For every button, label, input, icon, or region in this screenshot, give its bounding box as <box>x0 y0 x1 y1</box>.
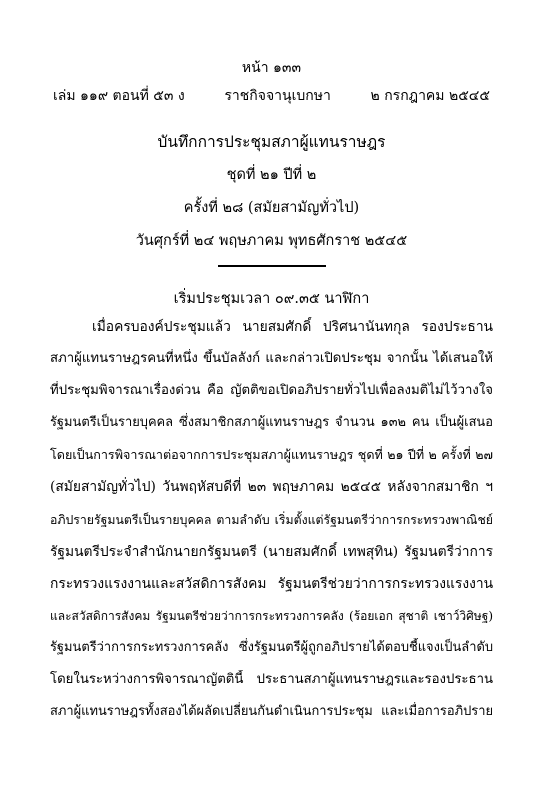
body-line: สภาผู้แทนราษฎรทั้งสองได้ผลัดเปลี่ยนกันดำเนินการประชุม และเมื่อการอภิปราย <box>50 704 493 720</box>
meeting-line: ครั้งที่ ๒๘ (สมัยสามัญทั่วไป) <box>183 200 360 216</box>
running-header <box>50 86 493 106</box>
body-line: อภิปรายรัฐมนตรีเป็นรายบุคคล ตามลำดับ เริ่มตั้งแต่รัฐมนตรีว่าการกระทรวงพาณิชย์ <box>50 512 493 527</box>
body-line: ที่ประชุมพิจารณาเรื่องด่วน คือ ญัตติขอเปิดอภิปรายทั่วไปเพื่อลงมติไม่ไว้วางใจ <box>50 383 493 399</box>
body-line: กระทรวงแรงงานและสวัสดิการสังคม รัฐมนตรีช่วยว่าการกระทรวงแรงงาน <box>50 575 493 592</box>
header-date: ๒ กรกฎาคม ๒๕๔๕ <box>370 88 490 104</box>
body-line: สภาผู้แทนราษฎรคนที่หนึ่ง ขึ้นบัลลังก์ และกล่าวเปิดประชุม จากนั้น ได้เสนอให้ <box>50 351 493 367</box>
meeting-date: วันศุกร์ที่ ๒๔ พฤษภาคม พุทธศักราช ๒๕๔๕ <box>135 233 408 249</box>
body-line: รัฐมนตรีว่าการกระทรวงการคลัง ซึ่งรัฐมนตรีผู้ถูกอภิปรายได้ตอบชี้แจงเป็นลำดับ <box>50 639 493 655</box>
body-line: โดยในระหว่างการพิจารณาญัตตินี้ ประธานสภาผู้แทนราษฎรและรองประธาน <box>50 672 493 688</box>
body-paragraph <box>50 317 493 722</box>
body-line: โดยเป็นการพิจารณาต่อจากการประชุมสภาผู้แทนราษฎร ชุดที่ ๒๑ ปีที่ ๒ ครั้งที่ ๒๗ <box>50 447 493 463</box>
body-line: เมื่อครบองค์ประชุมแล้ว นายสมศักดิ์ ปริศนานันทกุล รองประธาน <box>92 319 493 335</box>
page-number: หน้า ๑๓๓ <box>241 60 302 76</box>
body-line: และสวัสดิการสังคม รัฐมนตรีช่วยว่าการกระทรวงการคลัง (ร้อยเอก สุชาติ เชาว์วิศิษฐ) <box>50 608 493 623</box>
body-line: รัฐมนตรีเป็นรายบุคคล ซึ่งสมาชิกสภาผู้แทนราษฎร จำนวน ๑๓๒ คน เป็นผู้เสนอ <box>50 415 493 431</box>
header-publication: ราชกิจจานุเบกษา <box>224 88 331 104</box>
title-divider <box>218 265 326 267</box>
session-line: ชุดที่ ๒๑ ปีที่ ๒ <box>226 167 317 183</box>
body-line: (สมัยสามัญทั่วไป) วันพฤหัสบดีที่ ๒๓ พฤษภาคม ๒๕๔๕ หลังจากสมาชิก ฯ <box>50 479 493 496</box>
title-block <box>50 132 493 251</box>
body-line: รัฐมนตรีประจำสำนักนายกรัฐมนตรี (นายสมศักดิ์ เทพสุทิน) รัฐมนตรีว่าการ <box>50 543 493 560</box>
header-volume: เล่ม ๑๑๙ ตอนที่ ๕๓ ง <box>53 88 185 104</box>
document-title: บันทึกการประชุมสภาผู้แทนราษฎร <box>157 133 386 151</box>
start-time: เริ่มประชุมเวลา ๐๙.๓๕ นาฬิกา <box>173 291 370 307</box>
